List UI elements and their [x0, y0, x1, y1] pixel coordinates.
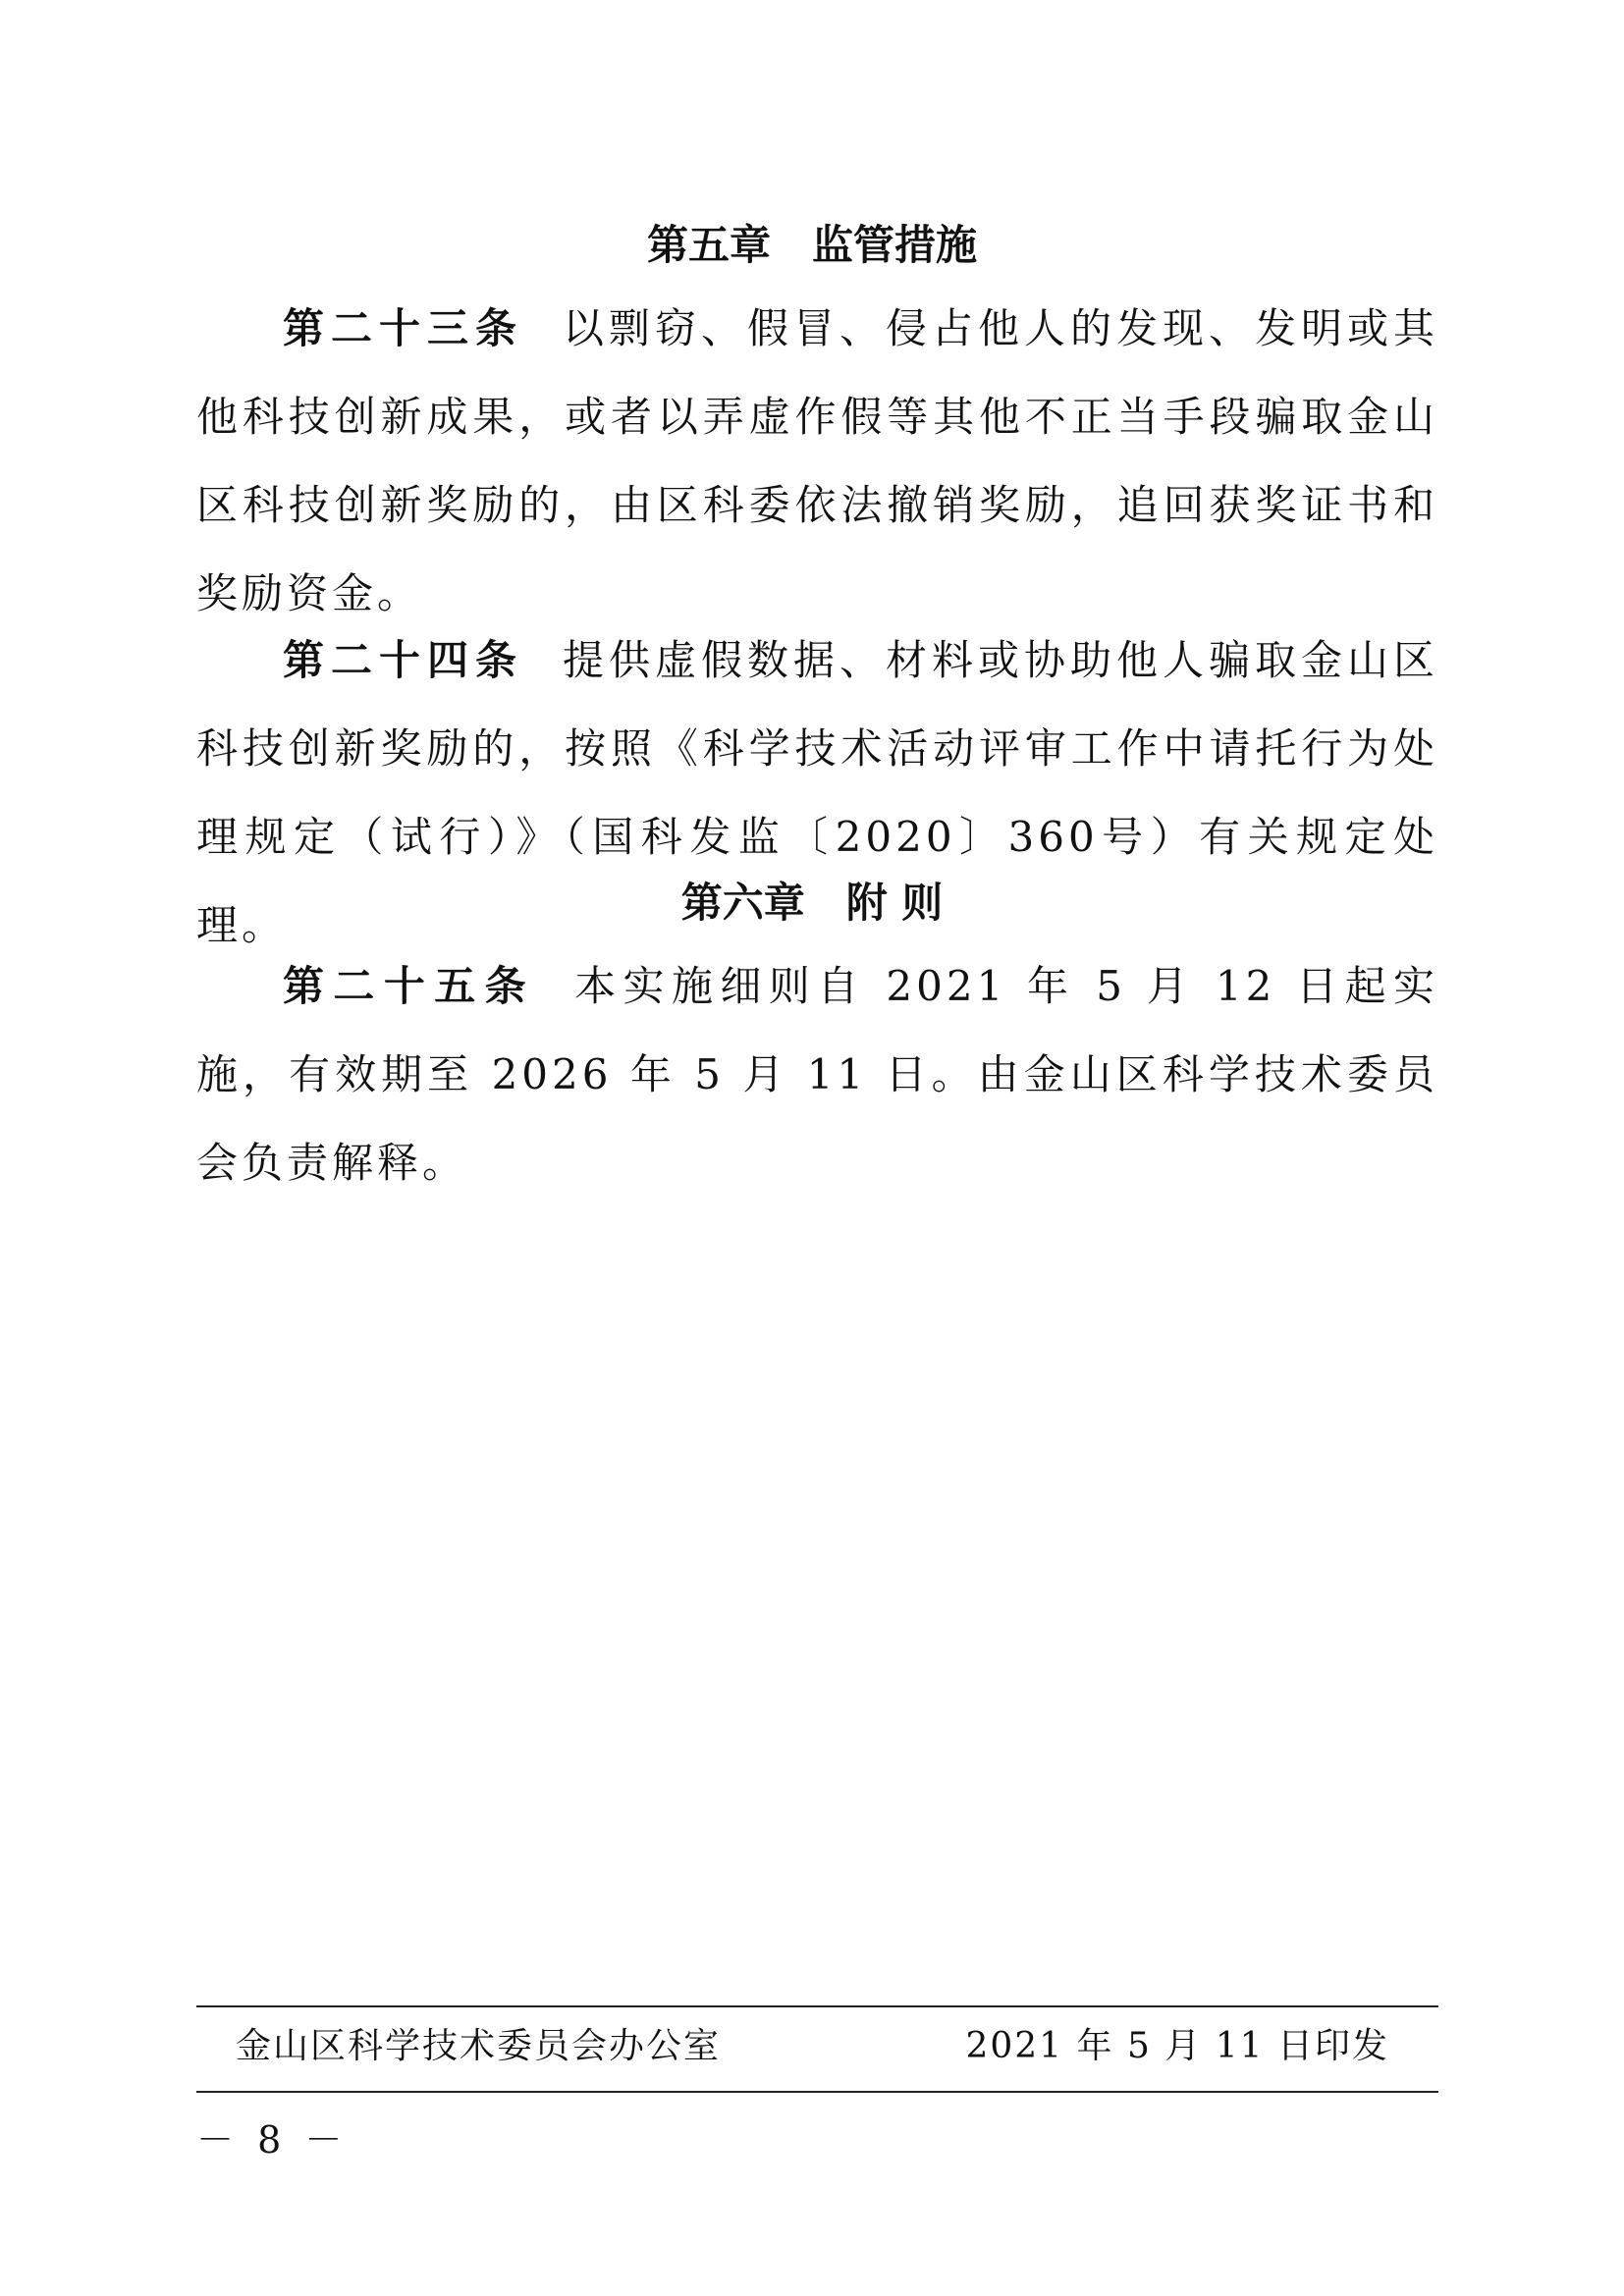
footer-bottom-rule: [196, 2091, 1438, 2093]
article-24-label: 第二十四条: [283, 636, 523, 684]
issue-date: 2021 年 5 月 11 日印发: [965, 2026, 1389, 2066]
chapter-5-title: 第五章 监管措施: [646, 221, 977, 269]
footer-top-rule: [196, 2005, 1438, 2007]
article-25-label: 第二十五条: [283, 962, 536, 1010]
article-25-text: 本实施细则自 2021 年 5 月 12 日起实施，有效期至 2026 年 5 月 11 日。由金山区科学技术委员会负责解释。: [196, 962, 1438, 1187]
article-24-text: 提供虚假数据、材料或协助他人骗取金山区科技创新奖励的，按照《科学技术活动评审工作中请托行为处理规定（试行）》（国科发监〔2020〕360号）有关规定处理。: [196, 636, 1438, 949]
article-23-label: 第二十三条: [283, 304, 523, 352]
issuance-footer: [196, 2017, 1438, 2076]
article-23-text: 以剽窃、假冒、侵占他人的发现、发明或其他科技创新成果，或者以弄虚作假等其他不正当手段骗取金山区科技创新奖励的，由区科委依法撤销奖励，追回获奖证书和奖励资金。: [196, 304, 1438, 617]
chapter-6-title: 第六章 附 则: [680, 879, 944, 927]
article-25: [196, 942, 1438, 1207]
page-number: － 8 －: [196, 2118, 349, 2162]
issuer-name: 金山区科学技术委员会办公室: [236, 2026, 722, 2066]
article-23: [196, 285, 1438, 638]
